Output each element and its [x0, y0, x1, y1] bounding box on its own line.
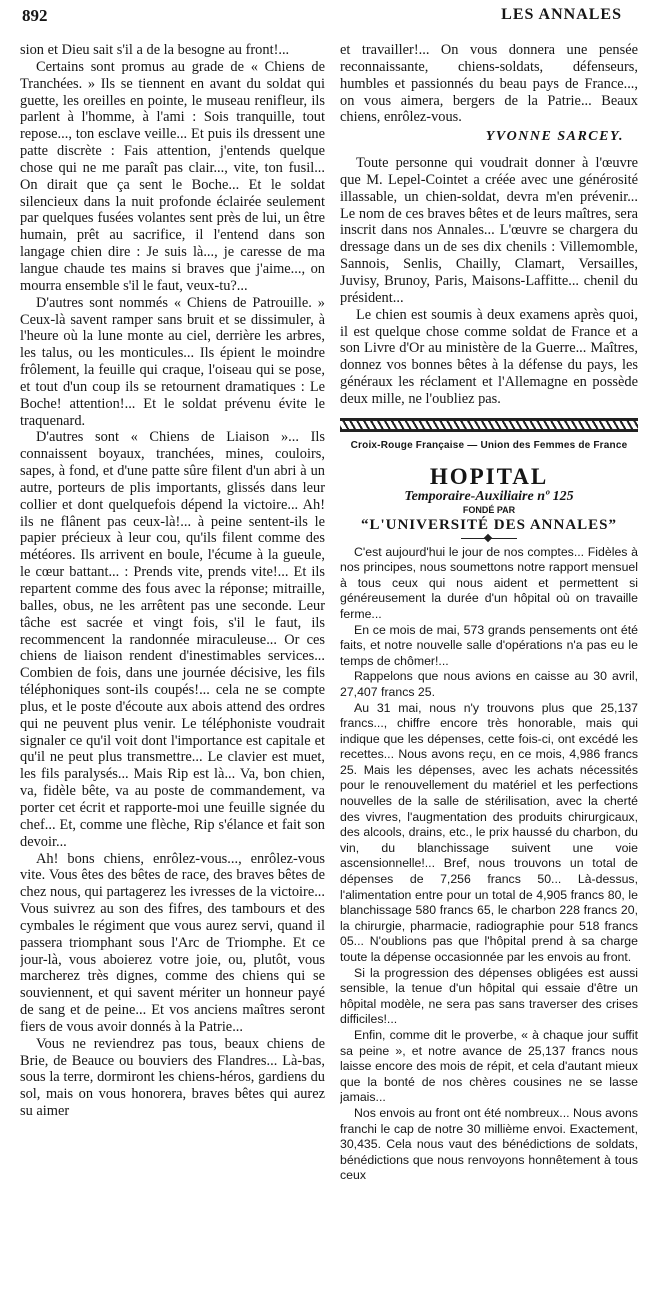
paragraph: En ce mois de mai, 573 grands pensements ont été faits, et notre nouvelle salle d'opérations n'a pas eu le temps de chômer!...	[340, 622, 638, 668]
paragraph: Enfin, comme dit le proverbe, « à chaque jour suffit sa peine », et notre avance de 25,137 francs nous laisse encore des mois de répit, et cela d'autant mieux que la bonté de nos chères cousines ne se lasse jamais...	[340, 1027, 638, 1105]
paragraph: Vous ne reviendrez pas tous, beaux chiens de Brie, de Beauce ou bouviers des Flandres... Là-bas, sous la terre, dormiront les chiens-héros, gardiens du sol, mais on vous honorera, braves bêtes qui aurez su aimer	[20, 1035, 325, 1120]
paragraph: Rappelons que nous avions en caisse au 30 avril, 27,407 francs 25.	[340, 669, 638, 699]
hospital-report	[340, 545, 638, 1184]
hospital-title: HOPITAL	[429, 463, 549, 489]
paragraph: Si la progression des dépenses obligées est aussi sensible, la tenue d'un hôpital qui essaie d'être un hôpital modèle, ne sera pas sans traverser des crises difficiles!...	[340, 965, 638, 1027]
page-number: 892	[22, 6, 48, 25]
ornamental-divider	[340, 418, 638, 432]
hospital-notice	[340, 438, 638, 539]
paragraph: D'autres sont nommés « Chiens de Patrouille. » Ceux-là savent ramper sans bruit et se dissimuler, à l'heure où la lune monte au ciel, derrière les arbres, les talus, ou les monticules... Ils épient le moindre frôlement, la feuille qui craque, l'oiseau qui se pose, et tout d'un coup ils se retournent dramatiques : Le Boche! attention!... Et le soldat prévenu évite le traquenard.	[20, 294, 325, 429]
right-column	[340, 42, 638, 1306]
paragraph: et travailler!... On vous donnera une pensée reconnaissante, chiens-soldats, défenseurs, humbles et passionnés du beau pays de France..., on vous aimera, bergers de la Patrie... Beaux chiens, enrôlez-vous.	[340, 42, 638, 126]
hospital-subtitle: Temporaire-Auxiliaire nº 125	[404, 488, 574, 504]
author-signature: YVONNE SARCEY.	[485, 129, 624, 145]
founded-by-label: FONDÉ PAR	[462, 504, 516, 515]
section-ornament	[461, 538, 517, 539]
paragraph: D'autres sont « Chiens de Liaison »... Ils connaissent boyaux, tranchées, mines, couloirs, sapes, à fond, et d'une patte sûre filent d'un abri à un autre, porteurs de plis importants, glissés dans leur collier et dont quelquefois dépend la victoire... Ah! ils ne flânent pas ceux-là!... à peine sentent-ils le papier précieux à leur cou, qu'ils filent comme des météores. Ils arrivent en boule, l'écume à la gueule, le cœur battant... : Prends vite, prends vite!... Et ils repartent comme des fous avec la réponse; mitraille, balles, obus, ne les arrêtent pas une seconde. Leur tâche est sacrée et vingt fois, s'il le faut, ils recommencent la randonnée miraculeuse... Or ces chiens de liaison rendent d'inestimables services... Combien de fois, dans une journée décisive, les fils téléphoniques sont-ils coupés!... cela ne se compte plus, et le poste d'écoute aux abois attend des ordres qui ne peuvent plus venir. Le téléphoniste voudrait signaler ce qu'il voit dont l'importance est capitale et qu'il ne peut plus transmettre... Le clavier est muet, les fils paralysés... Mais Rip est là... Va, bon chien, va, fidèle bête, va au poste de commandement, va porter cet écrit et rapporte-moi une feuille signée du chef... Et, comme une flèche, Rip s'élance et fait son devoir...	[20, 429, 325, 850]
paragraph: Ah! bons chiens, enrôlez-vous..., enrôlez-vous vite. Vous êtes des bêtes de race, des braves bêtes de chez nous, qui partagerez les ivresses de la victoire... Vous suivrez au son des fifres, des tambours et des cymbales le régiment que vous aurez servi, quand il passera triomphant sous l'Arc de Triomphe. Et ce jour-là, vous aboierez votre joie, ou, plutôt, vous marcherez très dignes, comme des chiens qui se souviennent, et qui savent mériter un honneur payé de sang et de peine... Et vos anciens maîtres seront fiers de vous avoir donnés à la Patrie...	[20, 850, 325, 1035]
paragraph: C'est aujourd'hui le jour de nos comptes... Fidèles à nos principes, nous soumettons notre rapport mensuel à tous ceux qui nous aident et permettent si généreusement la durée d'un hôpital où on travaille ferme...	[340, 544, 638, 621]
paragraph: Toute personne qui voudrait donner à l'œuvre que M. Lepel-Cointet a créée avec une générosité illassable, un chien-soldat, devra m'en prévenir... Le nom de ces braves bêtes et de leurs maîtres, sera inscrit dans nos Annales... L'œuvre se chargera du dressage dans un de ses dix chenils : Villemomble, Sannois, Senlis, Chailly, Clamart, Versailles, Juvisy, Brunoy, Paris, Maisons-Laffitte... chenil du président...	[340, 155, 638, 306]
paragraph: Le chien est soumis à deux examens après quoi, il est quelque chose comme soldat de France et a son Livre d'Or au ministère de la Guerre... Maîtres, donnez vos bonnes bêtes à la défense du pays, les généraux les réclament et l'Allemagne en possède deux mille, ne l'oubliez pas.	[340, 306, 638, 407]
paragraph: Au 31 mai, nous n'y trouvons plus que 25,137 francs..., chiffre encore très honorable, mais qui indique que les dépenses, cette fois-ci, ont excédé les recettes... Nous avons reçu, en ce mois, 4,986 francs 25. Mais les dépenses, avec les achats nécessités pour le renouvellement du matériel et les perfections nouvelles de la salle de stérilisation, avec la cherté des vivres, l'augmentation des produits chirurgicaux, des alcools, drains, etc., le prix haussé du charbon, du vin, du blanchissage suivent une voie ascensionnelle!... Bref, nous trouvons un total de dépenses de 7,256 francs 50... Là-dessus, l'alimentation entre pour un total de 4,905 francs 80, le blanchissage 580 francs 65, le charbon 228 francs 20, la chirurgie, pharmacie, radiographie pour 518 francs 05... N'oublions pas que l'hôpital prend à sa charge toute la dépense occasionnée par les envois au front.	[340, 700, 638, 964]
page-header	[22, 6, 632, 28]
paragraph: Certains sont promus au grade de « Chiens de Tranchées. » Ils se tiennent en avant du soldat qui guette, les oreilles en pointe, le museau renifleur, ils parlent à l'homme, à l'ami : Sois tranquille, tout repose..., ton esclave veille... Et puis ils dressent une patte discrète : Fais attention, j'entends quelque chose qui ne me paraît pas clair..., vite, ton fusil... On dirait que ça sent le Boche... Et le soldat silencieux dans la nuit profonde éclairée seulement par quelques fusées volantes sent près de lui, un être humain, prêt au sacrifice, il l'entend dans son langage chien dire : Je suis là..., je caresse de ma langue chaude tes mains si braves que j'aime..., on mourra ensemble s'il le faut, veux-tu?...	[20, 58, 325, 294]
association-line: Croix-Rouge Française — Union des Femmes de France	[350, 439, 628, 451]
left-column	[20, 42, 325, 1306]
running-head: LES ANNALES	[501, 6, 622, 23]
paragraph: sion et Dieu sait s'il a de la besogne au front!...	[20, 42, 290, 58]
paragraph: Nos envois au front ont été nombreux... Nous avons franchi le cap de notre 30 millième envoi. Exactement, 30,435. Cela nous vaut des bénédictions de soldats, bénédictions que nous renvoyons honnêtement à tous ceux	[340, 1105, 638, 1183]
university-name: “L'UNIVERSITÉ DES ANNALES”	[360, 516, 618, 533]
